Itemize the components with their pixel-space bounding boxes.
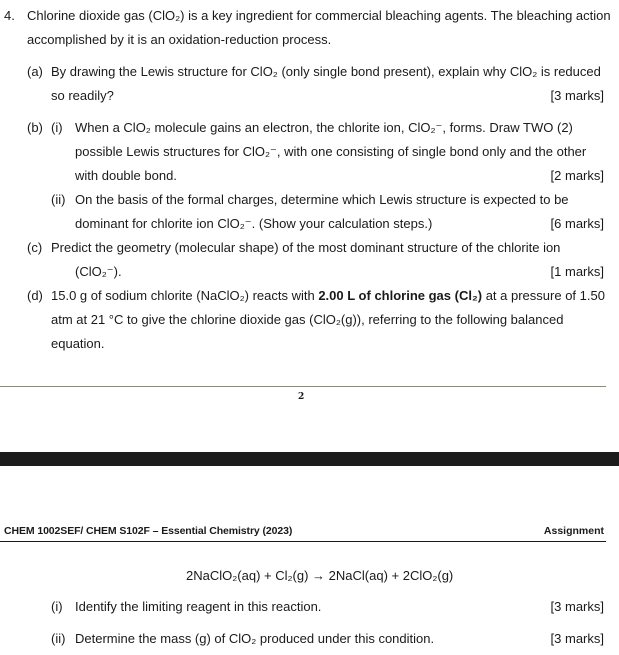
part-d-ii-label: (ii) bbox=[51, 631, 66, 646]
part-b-ii-line2: dominant for chlorite ion ClO₂⁻. (Show your calculation steps.) bbox=[75, 216, 433, 231]
part-b-ii-line1: On the basis of the formal charges, determine which Lewis structure is expected to be bbox=[75, 192, 569, 207]
part-a-line1: By drawing the Lewis structure for ClO₂ (only single bond present), explain why ClO₂ is reduced bbox=[51, 64, 601, 79]
part-d-ii-text: Determine the mass (g) of ClO₂ produced under this condition. bbox=[75, 631, 435, 646]
part-b-i-label: (i) bbox=[51, 120, 63, 135]
part-b-i-line2: possible Lewis structures for ClO₂⁻, with one consisting of single bond only and the other bbox=[75, 144, 587, 159]
balanced-equation: 2NaClO₂(aq) + Cl₂(g) → 2NaCl(aq) + 2ClO₂(g) bbox=[186, 568, 454, 583]
part-c-marks: [1 marks] bbox=[550, 264, 604, 279]
part-b-i-line1: When a ClO₂ molecule gains an electron, the chlorite ion, ClO₂⁻, forms. Draw TWO (2) bbox=[75, 120, 573, 135]
part-d-line1-start: 15.0 g of sodium chlorite (NaClO₂) reacts with bbox=[51, 288, 315, 303]
part-d-i-text: Identify the limiting reagent in this reaction. bbox=[75, 599, 322, 614]
part-c-line2: (ClO₂⁻). bbox=[75, 264, 122, 279]
part-d-line1-end: at a pressure of 1.50 bbox=[485, 288, 605, 303]
part-d-ii-marks: [3 marks] bbox=[550, 631, 604, 646]
header-rule bbox=[0, 541, 606, 542]
question-number: 4. bbox=[4, 8, 15, 23]
part-d-i-marks: [3 marks] bbox=[550, 599, 604, 614]
part-b-ii-marks: [6 marks] bbox=[550, 216, 604, 231]
part-d-line1 bbox=[51, 288, 605, 304]
page-divider bbox=[0, 452, 619, 466]
question-intro-line2: accomplished by it is an oxidation-reduction process. bbox=[27, 32, 332, 47]
assignment-header: Assignment bbox=[543, 525, 604, 537]
part-b-i-line3: with double bond. bbox=[75, 168, 177, 183]
part-a-label: (a) bbox=[27, 64, 43, 79]
part-a-marks: [3 marks] bbox=[550, 88, 604, 103]
course-header: CHEM 1002SEF/ CHEM S102F – Essential Chemistry (2023) bbox=[4, 525, 293, 537]
page-number: 2 bbox=[298, 392, 305, 402]
part-b-label: (b) bbox=[27, 120, 43, 135]
part-d-line1-bold: 2.00 L of chlorine gas (Cl₂) bbox=[318, 288, 483, 303]
part-d-i-label: (i) bbox=[51, 599, 63, 614]
question-intro-line1: Chlorine dioxide gas (ClO₂) is a key ingredient for commercial bleaching agents. The bleaching action bbox=[27, 8, 611, 23]
footer-rule bbox=[0, 386, 606, 387]
part-b-ii-label: (ii) bbox=[51, 192, 66, 207]
part-d-line3: equation. bbox=[51, 336, 105, 351]
part-d-label: (d) bbox=[27, 288, 43, 303]
part-a-line2: so readily? bbox=[51, 88, 114, 103]
part-c-line1: Predict the geometry (molecular shape) of the most dominant structure of the chlorite ion bbox=[51, 240, 561, 255]
part-c-label: (c) bbox=[27, 240, 43, 255]
part-b-i-marks: [2 marks] bbox=[550, 168, 604, 183]
part-d-line2: atm at 21 °C to give the chlorine dioxide gas (ClO₂(g)), referring to the following balanced bbox=[51, 312, 564, 327]
